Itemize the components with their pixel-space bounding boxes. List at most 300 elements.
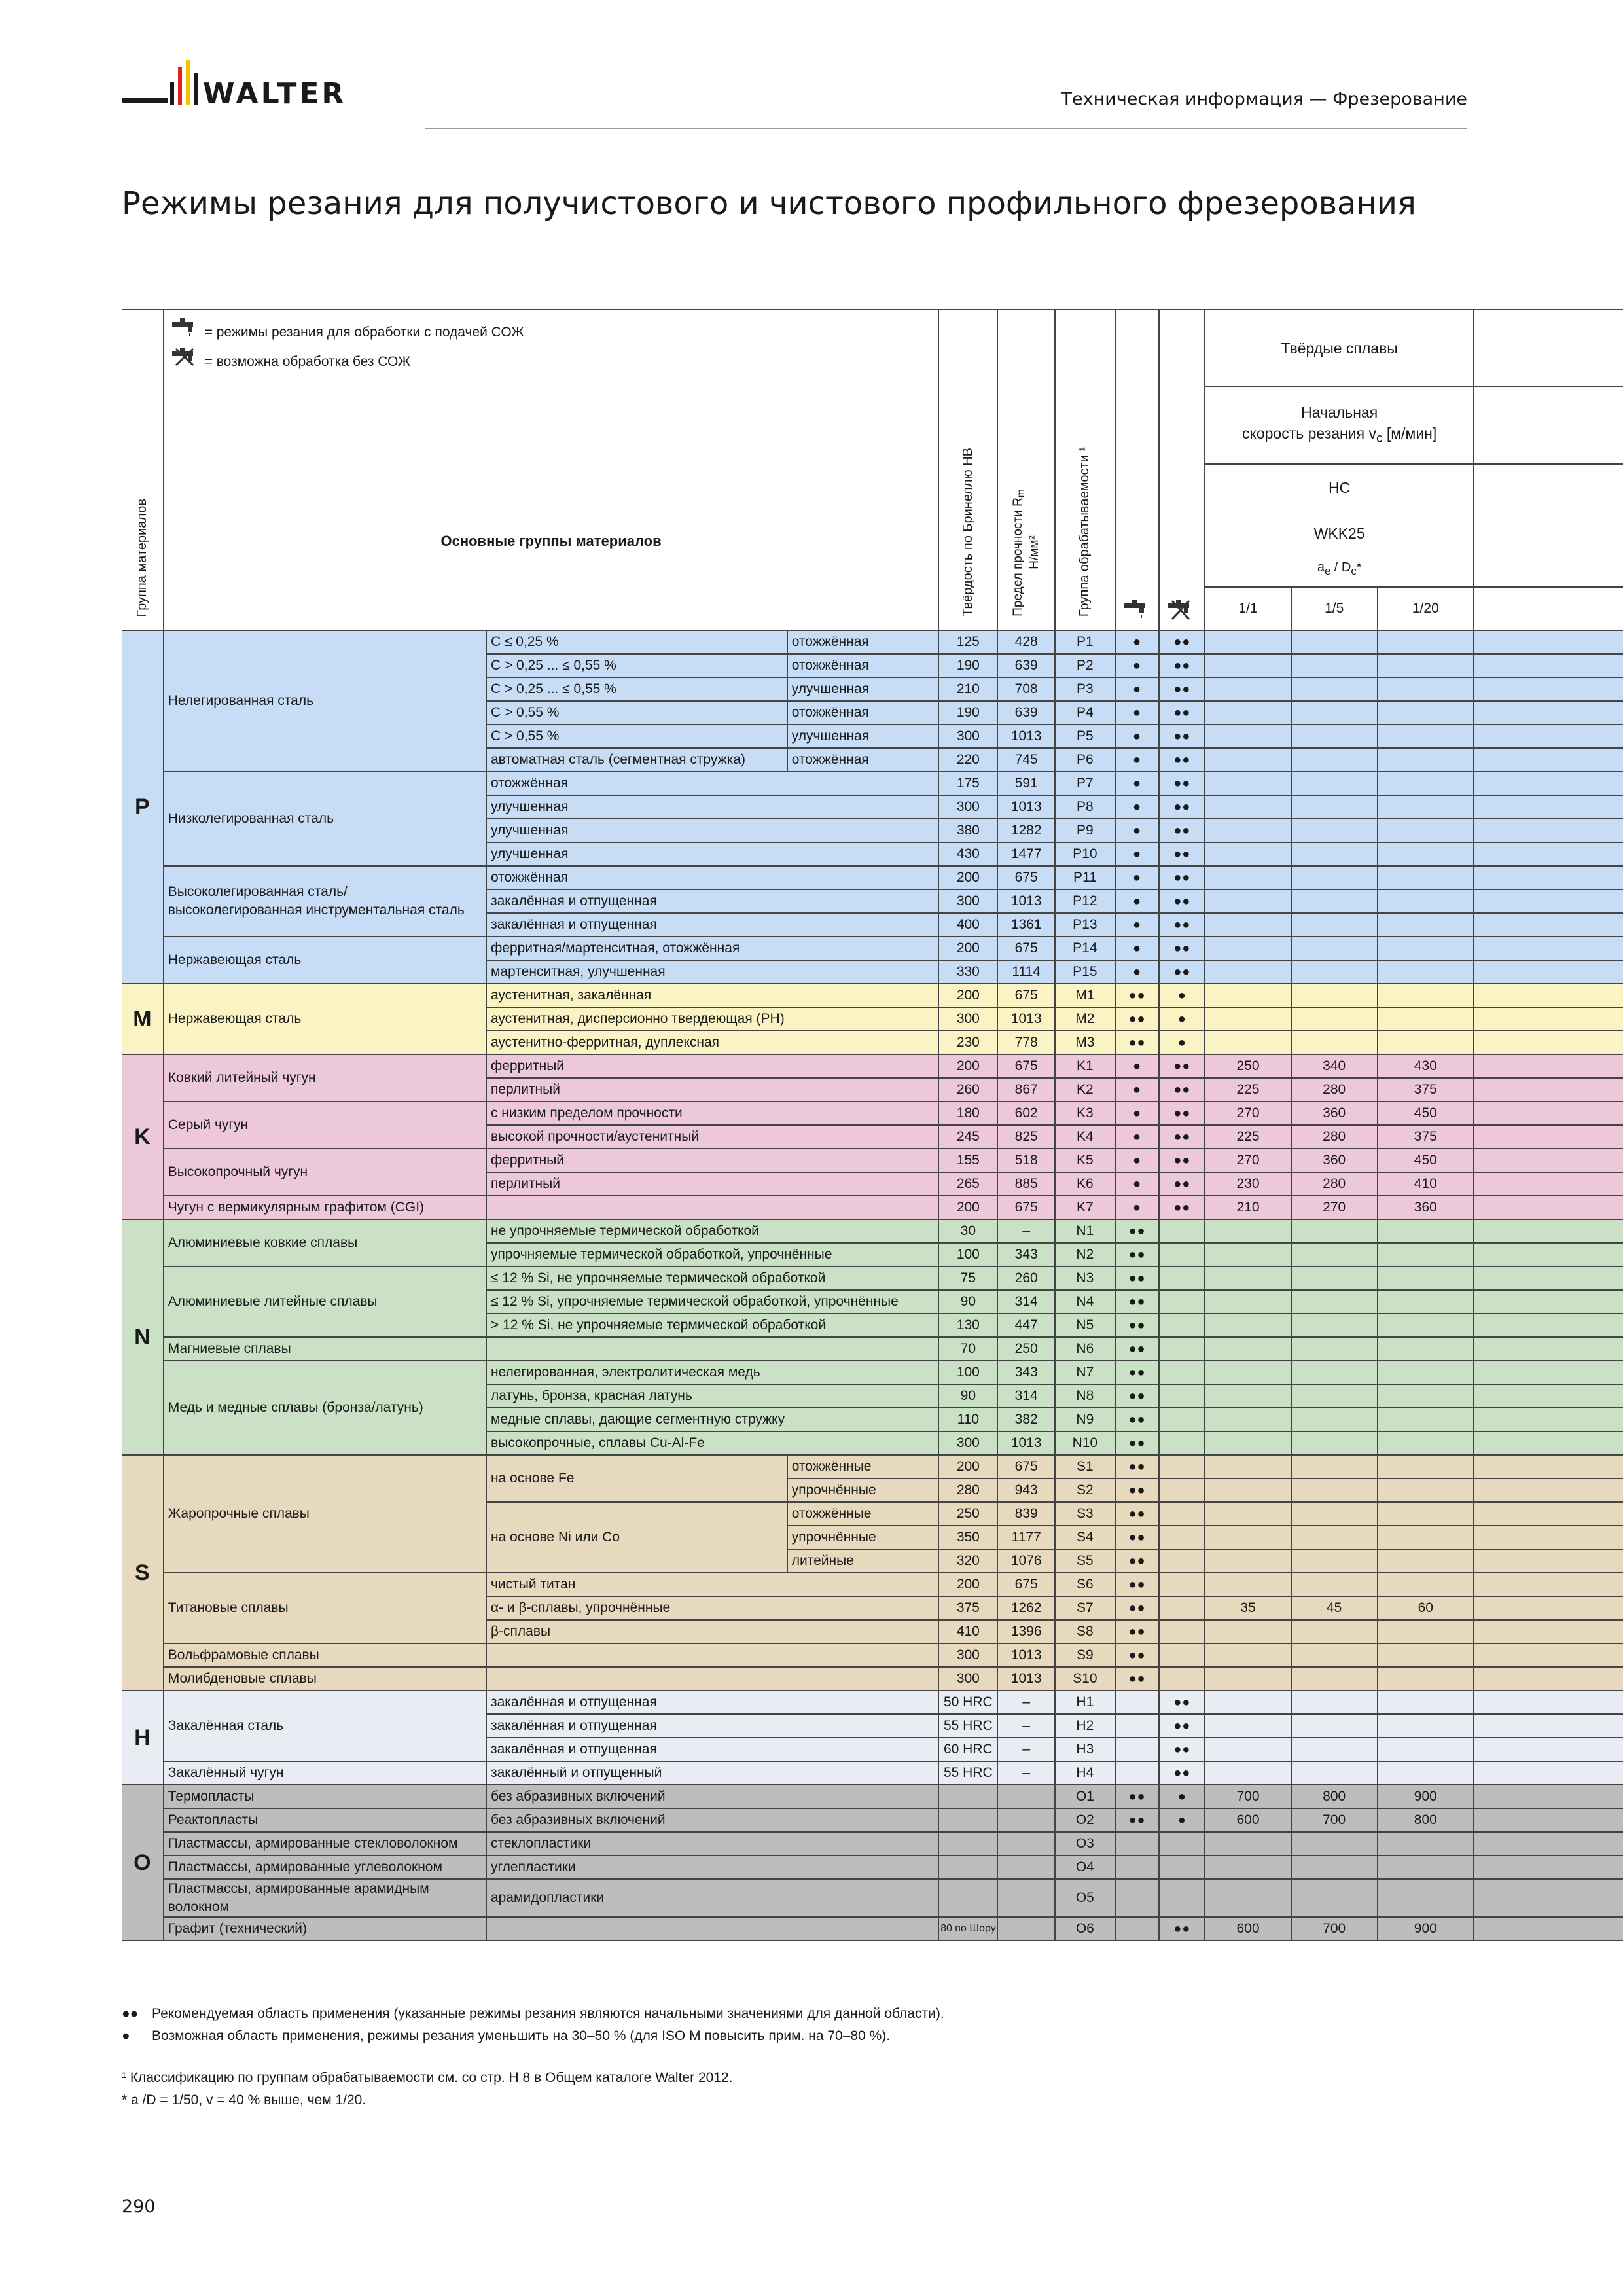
wet-rating: ●● bbox=[1115, 1573, 1160, 1596]
material-condition: на основе Ni или Co bbox=[486, 1502, 787, 1573]
hardness-value bbox=[938, 1856, 997, 1879]
wet-rating: ● bbox=[1115, 725, 1160, 748]
tensile-value: 1076 bbox=[997, 1549, 1055, 1573]
grade-header bbox=[1205, 464, 1474, 587]
tensile-value: 675 bbox=[997, 1196, 1055, 1219]
machinability-group: O6 bbox=[1055, 1917, 1115, 1941]
tensile-value: – bbox=[997, 1219, 1055, 1243]
material-condition: ферритный bbox=[486, 1054, 938, 1078]
extra-cell bbox=[1474, 1856, 1623, 1879]
machinability-group: K3 bbox=[1055, 1102, 1115, 1125]
material-condition: закалённая и отпущенная bbox=[486, 889, 938, 913]
machinability-group: P9 bbox=[1055, 819, 1115, 842]
material-condition: автоматная сталь (сегментная стружка) bbox=[486, 748, 787, 772]
tensile-value: 1013 bbox=[997, 889, 1055, 913]
wet-rating: ● bbox=[1115, 866, 1160, 889]
speed-1-5 bbox=[1291, 1290, 1378, 1314]
speed-1-1 bbox=[1205, 960, 1291, 984]
dry-rating bbox=[1159, 1832, 1205, 1856]
wet-rating: ● bbox=[1115, 1172, 1160, 1196]
dry-rating: ●● bbox=[1159, 630, 1205, 654]
speed-1-1 bbox=[1205, 1408, 1291, 1431]
speed-1-1 bbox=[1205, 1479, 1291, 1502]
speed-1-20 bbox=[1378, 1549, 1474, 1573]
page-number: 290 bbox=[122, 2197, 156, 2217]
material-condition: не упрочняемые термической обработкой bbox=[486, 1219, 938, 1243]
table-row bbox=[122, 1361, 1623, 1384]
hardness-value: 200 bbox=[938, 1573, 997, 1596]
dry-rating: ●● bbox=[1159, 913, 1205, 937]
material-condition: α- и β-сплавы, упрочнённые bbox=[486, 1596, 938, 1620]
speed-1-20 bbox=[1378, 937, 1474, 960]
speed-1-20 bbox=[1378, 1526, 1474, 1549]
tensile-value: 250 bbox=[997, 1337, 1055, 1361]
carbide-header: Твёрдые сплавы bbox=[1205, 310, 1474, 387]
tensile-value: – bbox=[997, 1738, 1055, 1761]
material-group: Закалённая сталь bbox=[164, 1691, 486, 1761]
dry-rating: ●● bbox=[1159, 889, 1205, 913]
material-condition: C > 0,55 % bbox=[486, 725, 787, 748]
dry-rating bbox=[1159, 1596, 1205, 1620]
hardness-value: 90 bbox=[938, 1384, 997, 1408]
hardness-value: 100 bbox=[938, 1361, 997, 1384]
speed-1-20: 60 bbox=[1378, 1596, 1474, 1620]
speed-1-1: 35 bbox=[1205, 1596, 1291, 1620]
heat-treatment: упрочнённые bbox=[787, 1479, 939, 1502]
table-row bbox=[122, 1832, 1623, 1856]
extra-cell bbox=[1474, 937, 1623, 960]
speed-1-5 bbox=[1291, 866, 1378, 889]
table-row bbox=[122, 1266, 1623, 1290]
machinability-group: S9 bbox=[1055, 1643, 1115, 1667]
speed-1-1 bbox=[1205, 772, 1291, 795]
material-condition: закалённая и отпущенная bbox=[486, 1714, 938, 1738]
heat-treatment: улучшенная bbox=[787, 725, 939, 748]
tensile-value: 1013 bbox=[997, 1431, 1055, 1455]
dry-no-coolant-icon bbox=[171, 354, 205, 369]
wet-rating: ● bbox=[1115, 889, 1160, 913]
table-row bbox=[122, 1455, 1623, 1479]
speed-1-1: 225 bbox=[1205, 1078, 1291, 1102]
group-letter: N bbox=[122, 1219, 164, 1455]
material-group: Термопласты bbox=[164, 1785, 486, 1808]
legend-dry: = возможна обработка без СОЖ bbox=[171, 346, 524, 376]
extra-cell bbox=[1474, 960, 1623, 984]
speed-1-1 bbox=[1205, 677, 1291, 701]
extra-cell bbox=[1474, 1078, 1623, 1102]
machinability-group: S4 bbox=[1055, 1526, 1115, 1549]
material-condition: без абразивных включений bbox=[486, 1785, 938, 1808]
machinability-group: N1 bbox=[1055, 1219, 1115, 1243]
tensile-value bbox=[997, 1856, 1055, 1879]
speed-1-5 bbox=[1291, 1832, 1378, 1856]
machinability-group: P7 bbox=[1055, 772, 1115, 795]
dry-rating bbox=[1159, 1573, 1205, 1596]
hardness-value: 155 bbox=[938, 1149, 997, 1172]
legend-recommended: Рекомендуемая область применения (указанные режимы резания являются начальными значениями для данной области). bbox=[152, 2006, 944, 2021]
table-header bbox=[122, 310, 1623, 630]
dry-rating bbox=[1159, 1408, 1205, 1431]
speed-1-20 bbox=[1378, 630, 1474, 654]
machinability-group: P6 bbox=[1055, 748, 1115, 772]
tensile-value: 639 bbox=[997, 701, 1055, 725]
dry-rating bbox=[1159, 1526, 1205, 1549]
wet-rating: ●● bbox=[1115, 1785, 1160, 1808]
wet-rating bbox=[1115, 1832, 1160, 1856]
speed-1-20 bbox=[1378, 701, 1474, 725]
wet-rating: ● bbox=[1115, 1125, 1160, 1149]
dry-rating: ●● bbox=[1159, 1714, 1205, 1738]
group-column-header: Группа материалов bbox=[122, 310, 164, 630]
tensile-value: – bbox=[997, 1714, 1055, 1738]
table-row bbox=[122, 937, 1623, 960]
wet-rating: ●● bbox=[1115, 984, 1160, 1007]
table-row bbox=[122, 1917, 1623, 1941]
dry-rating: ●● bbox=[1159, 1149, 1205, 1172]
hardness-value: 300 bbox=[938, 1667, 997, 1691]
speed-1-5 bbox=[1291, 1479, 1378, 1502]
heat-treatment: отожжённая bbox=[787, 654, 939, 677]
hardness-value bbox=[938, 1808, 997, 1832]
dry-rating bbox=[1159, 1243, 1205, 1266]
speed-1-20 bbox=[1378, 654, 1474, 677]
speed-1-20 bbox=[1378, 677, 1474, 701]
tensile-value: 602 bbox=[997, 1102, 1055, 1125]
extra-cell bbox=[1474, 772, 1623, 795]
machinability-group: N5 bbox=[1055, 1314, 1115, 1337]
speed-1-1 bbox=[1205, 913, 1291, 937]
speed-1-5 bbox=[1291, 677, 1378, 701]
speed-1-20 bbox=[1378, 913, 1474, 937]
walter-logo bbox=[122, 60, 397, 132]
speed-1-20 bbox=[1378, 1573, 1474, 1596]
dry-no-coolant-icon bbox=[1167, 598, 1197, 620]
extra-cell bbox=[1474, 677, 1623, 701]
tensile-value: 314 bbox=[997, 1290, 1055, 1314]
speed-1-20 bbox=[1378, 795, 1474, 819]
main-groups-title: Основные группы материалов bbox=[440, 533, 662, 549]
wet-rating: ●● bbox=[1115, 1502, 1160, 1526]
footnote-2: * a /D = 1/50, v = 40 % выше, чем 1/20. bbox=[122, 2092, 366, 2108]
extra-cell bbox=[1474, 748, 1623, 772]
tensile-value: 708 bbox=[997, 677, 1055, 701]
extra-cell bbox=[1474, 1125, 1623, 1149]
speed-1-5: 45 bbox=[1291, 1596, 1378, 1620]
speed-1-1 bbox=[1205, 1502, 1291, 1526]
dry-rating: ●● bbox=[1159, 795, 1205, 819]
speed-1-5 bbox=[1291, 960, 1378, 984]
machinability-group: O3 bbox=[1055, 1832, 1115, 1856]
dry-rating bbox=[1159, 1384, 1205, 1408]
extra-cell bbox=[1474, 1761, 1623, 1785]
speed-1-20: 900 bbox=[1378, 1785, 1474, 1808]
wet-rating: ● bbox=[1115, 772, 1160, 795]
speed-1-5 bbox=[1291, 937, 1378, 960]
footnotes bbox=[122, 2067, 732, 2111]
hardness-value: 125 bbox=[938, 630, 997, 654]
hardness-value: 300 bbox=[938, 1431, 997, 1455]
wet-rating bbox=[1115, 1714, 1160, 1738]
main-groups-header bbox=[164, 310, 939, 630]
speed-1-1: 270 bbox=[1205, 1102, 1291, 1125]
wet-rating: ● bbox=[1115, 960, 1160, 984]
machinability-group: P3 bbox=[1055, 677, 1115, 701]
tensile-value bbox=[997, 1785, 1055, 1808]
hardness-header: Твёрдость по Бринеллю HB bbox=[938, 310, 997, 630]
wet-rating: ● bbox=[1115, 842, 1160, 866]
machinability-group: O2 bbox=[1055, 1808, 1115, 1832]
speed-1-20 bbox=[1378, 1431, 1474, 1455]
speed-1-20 bbox=[1378, 819, 1474, 842]
tensile-value: 675 bbox=[997, 984, 1055, 1007]
wet-rating: ●● bbox=[1115, 1479, 1160, 1502]
tensile-value: 1262 bbox=[997, 1596, 1055, 1620]
material-condition: C > 0,25 ... ≤ 0,55 % bbox=[486, 654, 787, 677]
speed-1-1 bbox=[1205, 842, 1291, 866]
speed-1-1 bbox=[1205, 630, 1291, 654]
extra-cell bbox=[1474, 701, 1623, 725]
machinability-group: H2 bbox=[1055, 1714, 1115, 1738]
speed-1-5: 280 bbox=[1291, 1172, 1378, 1196]
material-condition: закалённая и отпущенная bbox=[486, 1691, 938, 1714]
speed-1-20 bbox=[1378, 1714, 1474, 1738]
speed-1-1 bbox=[1205, 1526, 1291, 1549]
extra-cell bbox=[1474, 1172, 1623, 1196]
material-condition: нелегированная, электролитическая медь bbox=[486, 1361, 938, 1384]
wet-rating: ● bbox=[1115, 1054, 1160, 1078]
speed-1-1 bbox=[1205, 1290, 1291, 1314]
wet-rating: ●● bbox=[1115, 1266, 1160, 1290]
machinability-group: P4 bbox=[1055, 701, 1115, 725]
section-title: Техническая информация — Фрезерование bbox=[1061, 89, 1467, 109]
heat-treatment: отожжённые bbox=[787, 1455, 939, 1479]
material-condition bbox=[486, 1337, 938, 1361]
speed-1-1 bbox=[1205, 984, 1291, 1007]
hardness-value: 380 bbox=[938, 819, 997, 842]
material-group: Высокопрочный чугун bbox=[164, 1149, 486, 1196]
material-group: Медь и медные сплавы (бронза/латунь) bbox=[164, 1361, 486, 1455]
tensile-value: 591 bbox=[997, 772, 1055, 795]
speed-1-5 bbox=[1291, 630, 1378, 654]
speed-1-20 bbox=[1378, 1243, 1474, 1266]
extra-cell bbox=[1474, 1266, 1623, 1290]
material-condition: латунь, бронза, красная латунь bbox=[486, 1384, 938, 1408]
hardness-value: 55 HRC bbox=[938, 1714, 997, 1738]
speed-1-5 bbox=[1291, 984, 1378, 1007]
grade-label: WKK25 bbox=[1313, 525, 1365, 542]
speed-1-1 bbox=[1205, 748, 1291, 772]
dry-rating bbox=[1159, 1479, 1205, 1502]
hardness-value: 430 bbox=[938, 842, 997, 866]
dry-rating: ● bbox=[1159, 984, 1205, 1007]
speed-1-5 bbox=[1291, 1361, 1378, 1384]
speed-1-5: 700 bbox=[1291, 1808, 1378, 1832]
heat-treatment: улучшенная bbox=[787, 677, 939, 701]
extra-cell bbox=[1474, 1573, 1623, 1596]
speed-1-20 bbox=[1378, 1337, 1474, 1361]
machinability-group: K2 bbox=[1055, 1078, 1115, 1102]
wet-rating: ●● bbox=[1115, 1596, 1160, 1620]
material-group: Пластмассы, армированные стекловолокном bbox=[164, 1832, 486, 1856]
machinability-group: K4 bbox=[1055, 1125, 1115, 1149]
speed-1-5 bbox=[1291, 1337, 1378, 1361]
table-row bbox=[122, 1879, 1623, 1917]
machinability-group: P13 bbox=[1055, 913, 1115, 937]
dry-rating bbox=[1159, 1502, 1205, 1526]
hardness-value: 180 bbox=[938, 1102, 997, 1125]
speed-1-1 bbox=[1205, 701, 1291, 725]
wet-rating: ● bbox=[1115, 1149, 1160, 1172]
dry-rating bbox=[1159, 1290, 1205, 1314]
hardness-value: 300 bbox=[938, 725, 997, 748]
tensile-value: – bbox=[997, 1691, 1055, 1714]
table-row bbox=[122, 1337, 1623, 1361]
extra-cell bbox=[1474, 795, 1623, 819]
dry-rating: ●● bbox=[1159, 842, 1205, 866]
material-group: Пластмассы, армированные углеволокном bbox=[164, 1856, 486, 1879]
material-condition bbox=[486, 1643, 938, 1667]
group-letter: H bbox=[122, 1691, 164, 1785]
speed-1-1 bbox=[1205, 1266, 1291, 1290]
ratio-1-1: 1/1 bbox=[1205, 587, 1291, 630]
material-condition: чистый титан bbox=[486, 1573, 938, 1596]
table-row bbox=[122, 1808, 1623, 1832]
extra-cell bbox=[1474, 1738, 1623, 1761]
dry-rating: ●● bbox=[1159, 1078, 1205, 1102]
speed-1-5 bbox=[1291, 701, 1378, 725]
speed-1-1 bbox=[1205, 1879, 1291, 1917]
speed-1-5: 280 bbox=[1291, 1125, 1378, 1149]
material-group: Алюминиевые ковкие сплавы bbox=[164, 1219, 486, 1266]
speed-1-5 bbox=[1291, 842, 1378, 866]
extra-cell bbox=[1474, 1431, 1623, 1455]
speed-1-20 bbox=[1378, 1266, 1474, 1290]
speed-1-20: 375 bbox=[1378, 1125, 1474, 1149]
extra-cell bbox=[1474, 1054, 1623, 1078]
hardness-value: 410 bbox=[938, 1620, 997, 1643]
speed-1-5 bbox=[1291, 1761, 1378, 1785]
material-condition: аустенитная, дисперсионно твердеющая (PH) bbox=[486, 1007, 938, 1031]
speed-1-20 bbox=[1378, 1408, 1474, 1431]
wet-rating: ●● bbox=[1115, 1384, 1160, 1408]
heat-treatment: отожжённая bbox=[787, 630, 939, 654]
extra-cell bbox=[1474, 1337, 1623, 1361]
tensile-value: 382 bbox=[997, 1408, 1055, 1431]
hardness-value: 280 bbox=[938, 1479, 997, 1502]
dry-rating: ●● bbox=[1159, 677, 1205, 701]
extra-cell bbox=[1474, 1219, 1623, 1243]
speed-1-20 bbox=[1378, 866, 1474, 889]
extra-cell bbox=[1474, 630, 1623, 654]
material-condition: закалённая и отпущенная bbox=[486, 913, 938, 937]
wet-rating: ●● bbox=[1115, 1361, 1160, 1384]
material-condition: улучшенная bbox=[486, 795, 938, 819]
hardness-value: 375 bbox=[938, 1596, 997, 1620]
tensile-value: 1361 bbox=[997, 913, 1055, 937]
extra-cell bbox=[1474, 1879, 1623, 1917]
hardness-value: 70 bbox=[938, 1337, 997, 1361]
speed-1-5 bbox=[1291, 913, 1378, 937]
extra-cell bbox=[1474, 1502, 1623, 1526]
dry-rating: ● bbox=[1159, 1785, 1205, 1808]
material-condition: C ≤ 0,25 % bbox=[486, 630, 787, 654]
extra-column-header bbox=[1474, 310, 1623, 387]
machinability-group: N6 bbox=[1055, 1337, 1115, 1361]
speed-1-5: 360 bbox=[1291, 1102, 1378, 1125]
wet-rating: ●● bbox=[1115, 1808, 1160, 1832]
wet-rating: ●● bbox=[1115, 1455, 1160, 1479]
tensile-value: 778 bbox=[997, 1031, 1055, 1054]
hardness-value: 30 bbox=[938, 1219, 997, 1243]
speed-1-1 bbox=[1205, 1337, 1291, 1361]
dry-rating: ● bbox=[1159, 1007, 1205, 1031]
machinability-group: K6 bbox=[1055, 1172, 1115, 1196]
extra-cell bbox=[1474, 1479, 1623, 1502]
material-condition: с низким пределом прочности bbox=[486, 1102, 938, 1125]
extra-cell bbox=[1474, 1314, 1623, 1337]
speed-1-5 bbox=[1291, 1408, 1378, 1431]
table-row bbox=[122, 1643, 1623, 1667]
hardness-value: 400 bbox=[938, 913, 997, 937]
tensile-header: Предел прочности $R_m$ Н/мм² bbox=[997, 310, 1055, 630]
speed-1-20 bbox=[1378, 1738, 1474, 1761]
speed-1-5: 280 bbox=[1291, 1078, 1378, 1102]
wet-rating bbox=[1115, 1856, 1160, 1879]
wet-rating: ● bbox=[1115, 937, 1160, 960]
wet-rating: ●● bbox=[1115, 1007, 1160, 1031]
dry-rating: ●● bbox=[1159, 701, 1205, 725]
machinability-group: P1 bbox=[1055, 630, 1115, 654]
wet-rating: ●● bbox=[1115, 1290, 1160, 1314]
speed-1-1: 700 bbox=[1205, 1785, 1291, 1808]
material-condition: отожжённая bbox=[486, 866, 938, 889]
machinability-group: P14 bbox=[1055, 937, 1115, 960]
speed-1-5 bbox=[1291, 795, 1378, 819]
machinability-group: N3 bbox=[1055, 1266, 1115, 1290]
hardness-value bbox=[938, 1879, 997, 1917]
speed-1-5 bbox=[1291, 748, 1378, 772]
speed-1-1: 270 bbox=[1205, 1149, 1291, 1172]
hardness-value: 350 bbox=[938, 1526, 997, 1549]
speed-1-1 bbox=[1205, 937, 1291, 960]
wet-rating bbox=[1115, 1738, 1160, 1761]
speed-1-5 bbox=[1291, 1031, 1378, 1054]
hardness-value: 130 bbox=[938, 1314, 997, 1337]
cutting-data-table bbox=[122, 309, 1623, 1941]
speed-1-1 bbox=[1205, 889, 1291, 913]
tensile-value: 1477 bbox=[997, 842, 1055, 866]
material-group: Титановые сплавы bbox=[164, 1573, 486, 1643]
speed-1-20: 410 bbox=[1378, 1172, 1474, 1196]
speed-1-20 bbox=[1378, 1007, 1474, 1031]
dry-rating bbox=[1159, 1620, 1205, 1643]
dry-rating bbox=[1159, 1266, 1205, 1290]
extra-cell bbox=[1474, 654, 1623, 677]
hardness-value: 200 bbox=[938, 937, 997, 960]
hardness-value bbox=[938, 1832, 997, 1856]
table-row bbox=[122, 630, 1623, 654]
speed-1-1 bbox=[1205, 1620, 1291, 1643]
tensile-value bbox=[997, 1808, 1055, 1832]
extra-cell bbox=[1474, 889, 1623, 913]
speed-1-20 bbox=[1378, 984, 1474, 1007]
extra-cell bbox=[1474, 1549, 1623, 1573]
speed-1-5 bbox=[1291, 1856, 1378, 1879]
speed-1-20: 450 bbox=[1378, 1149, 1474, 1172]
hardness-value: 190 bbox=[938, 654, 997, 677]
material-condition: > 12 % Si, не упрочняемые термической обработкой bbox=[486, 1314, 938, 1337]
speed-1-5 bbox=[1291, 1219, 1378, 1243]
